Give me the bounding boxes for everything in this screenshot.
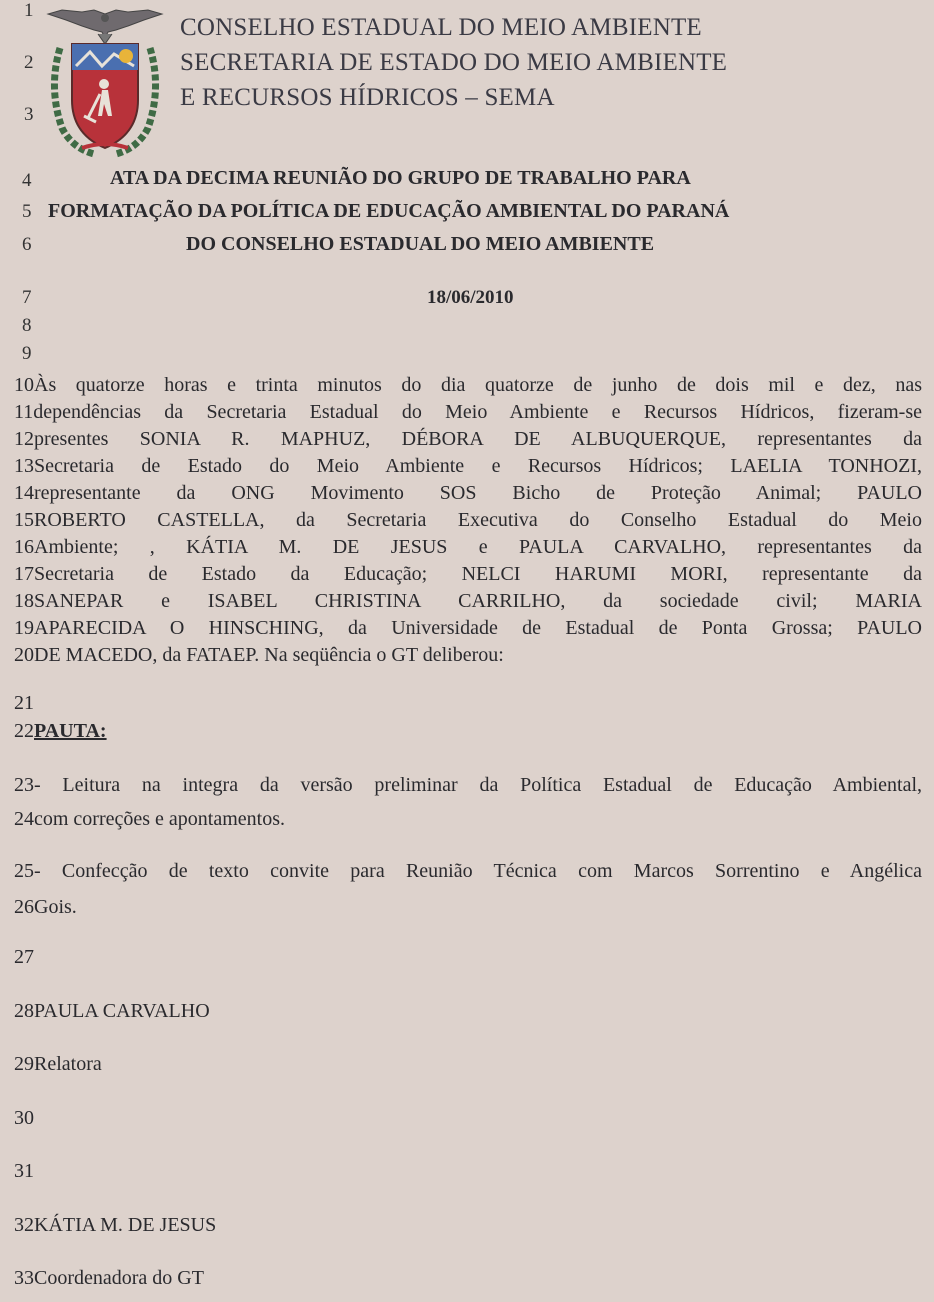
line-number: 7 xyxy=(22,287,32,308)
line-number: 27 xyxy=(14,946,34,968)
rapporteur-name: 28PAULA CARVALHO xyxy=(14,1000,210,1022)
rapporteur-role: 29Relatora xyxy=(14,1053,102,1075)
agenda-item-1: 23- Leitura na integra da versão preliminar da Política Estadual de Educação Ambiental, xyxy=(14,774,922,796)
agency-name-line2: SECRETARIA DE ESTADO DO MEIO AMBIENTE xyxy=(180,49,728,76)
line-number: 1 xyxy=(24,0,34,21)
line-number: 31 xyxy=(14,1160,34,1182)
minutes-body-line: 11dependências da Secretaria Estadual do Meio Ambiente e Recursos Hídricos, fizeram-se xyxy=(14,401,922,423)
agency-name-line1: CONSELHO ESTADUAL DO MEIO AMBIENTE xyxy=(180,14,702,41)
agenda-item-1-cont: 24com correções e apontamentos. xyxy=(14,808,286,830)
minutes-body-line: 15ROBERTO CASTELLA, da Secretaria Executiva do Conselho Estadual do Meio xyxy=(14,509,922,531)
line-number: 5 xyxy=(22,201,32,222)
line-number: 6 xyxy=(22,234,32,255)
document-title-line3: DO CONSELHO ESTADUAL DO MEIO AMBIENTE xyxy=(186,233,655,255)
meeting-date: 18/06/2010 xyxy=(427,287,514,308)
line-number: 30 xyxy=(14,1107,34,1129)
line-number: 22 xyxy=(14,720,34,742)
coordinator-name: 32KÁTIA M. DE JESUS xyxy=(14,1214,217,1236)
line-number: 3 xyxy=(24,104,34,125)
agenda-item-2: 25- Confecção de texto convite para Reunião Técnica com Marcos Sorrentino e Angélica xyxy=(14,860,922,882)
agenda-label: PAUTA: xyxy=(34,720,107,742)
agenda-item-2-cont: 26Gois. xyxy=(14,896,77,918)
line-number: 4 xyxy=(22,170,32,191)
minutes-body-line: 14representante da ONG Movimento SOS Bicho de Proteção Animal; PAULO xyxy=(14,482,922,504)
agency-name-line3: E RECURSOS HÍDRICOS – SEMA xyxy=(180,84,555,111)
coordinator-role: 33Coordenadora do GT xyxy=(14,1267,204,1289)
state-coat-of-arms xyxy=(42,8,168,158)
line-number: 2 xyxy=(24,52,34,73)
minutes-body-line: 19APARECIDA O HINSCHING, da Universidade de Estadual de Ponta Grossa; PAULO xyxy=(14,617,922,639)
line-number: 9 xyxy=(22,343,32,364)
document-title-line1: ATA DA DECIMA REUNIÃO DO GRUPO DE TRABALHO PARA xyxy=(110,167,691,189)
minutes-body-last-line: 20DE MACEDO, da FATAEP. Na seqüência o GT deliberou: xyxy=(14,644,504,666)
minutes-body-line: 17Secretaria de Estado da Educação; NELCI HARUMI MORI, representante da xyxy=(14,563,922,585)
minutes-body-line: 12presentes SONIA R. MAPHUZ, DÉBORA DE ALBUQUERQUE, representantes da xyxy=(14,428,922,450)
minutes-body-line: 13Secretaria de Estado do Meio Ambiente e Recursos Hídricos; LAELIA TONHOZI, xyxy=(14,455,922,477)
minutes-body-line: 18SANEPAR e ISABEL CHRISTINA CARRILHO, da sociedade civil; MARIA xyxy=(14,590,922,612)
document-title-line2: FORMATAÇÃO DA POLÍTICA DE EDUCAÇÃO AMBIENTAL DO PARANÁ xyxy=(48,200,730,222)
line-number: 8 xyxy=(22,315,32,336)
minutes-body-line: 16Ambiente; , KÁTIA M. DE JESUS e PAULA CARVALHO, representantes da xyxy=(14,536,922,558)
agenda-heading xyxy=(14,718,107,745)
line-number: 21 xyxy=(14,692,34,714)
minutes-body-line: 10Às quatorze horas e trinta minutos do dia quatorze de junho de dois mil e dez, nas xyxy=(14,374,922,396)
